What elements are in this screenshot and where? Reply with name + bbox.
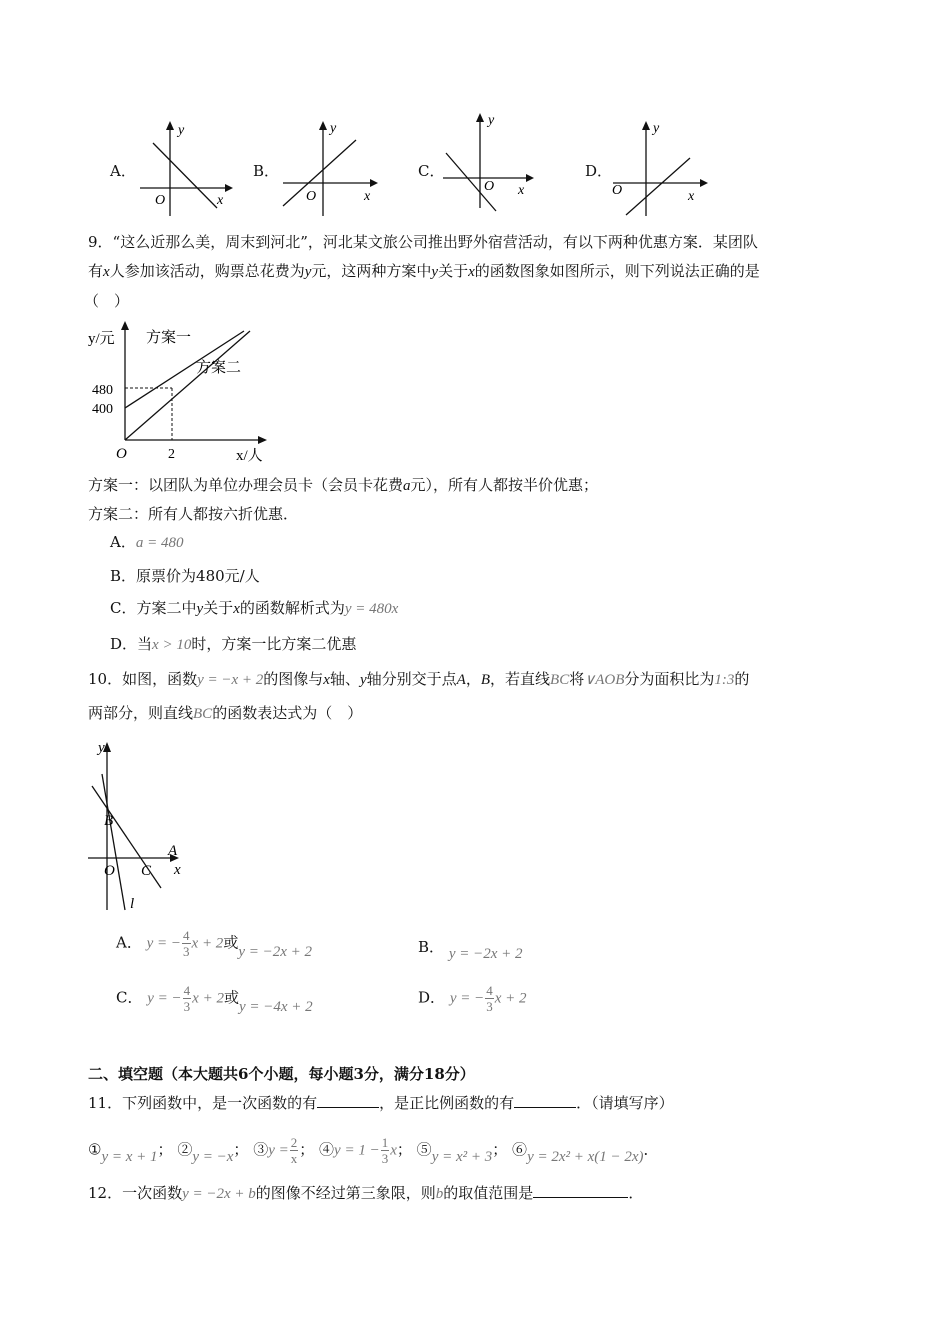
text: 将 [569, 670, 585, 688]
origin-label: O [155, 193, 166, 208]
option-label: C． [110, 599, 137, 617]
text: 关于 [203, 599, 234, 617]
var-y: y [304, 264, 312, 280]
item-number: ⑤ [416, 1140, 432, 1159]
fraction [485, 983, 494, 1014]
q12-stem [88, 1183, 643, 1204]
origin-label: O [104, 863, 115, 879]
option-label: B． [418, 938, 445, 956]
math: x [390, 1142, 397, 1159]
text: 两部分，则直线 [88, 704, 194, 722]
sep: ； [396, 1140, 412, 1159]
q8-graph-c[interactable] [438, 108, 538, 218]
var-x: x [233, 601, 240, 617]
math: y = −x [192, 1148, 234, 1165]
q10-option-d[interactable] [418, 983, 527, 1014]
option-label: A． [110, 533, 136, 551]
y-tick-480: 480 [92, 383, 113, 398]
math: BC [550, 672, 570, 688]
math: y = 480x [344, 601, 399, 617]
text: ． [628, 1184, 644, 1202]
q9-answer-paren: （ ） [84, 292, 130, 310]
text: 分为面积比为 [624, 670, 715, 688]
var-y: y [431, 264, 439, 280]
numerator: 1 [381, 1135, 389, 1150]
y-axis-label: y [330, 121, 337, 136]
q8-graph-a[interactable] [135, 118, 235, 218]
denominator: 3 [381, 1151, 389, 1166]
q10-option-b[interactable] [418, 936, 523, 962]
fraction [381, 1135, 390, 1166]
x-tick-2: 2 [168, 447, 175, 462]
q10-graph [84, 738, 234, 913]
text: 时，方案一比方案二优惠 [191, 635, 357, 653]
math: x + 2 [494, 990, 527, 1007]
math: y = − [146, 935, 182, 952]
fraction [182, 928, 191, 959]
text: 方案二中 [136, 599, 197, 617]
text: 或 [223, 933, 239, 952]
q10-stem-line1 [88, 669, 749, 690]
math: x + 2 [192, 990, 224, 1007]
var-y: y [196, 601, 204, 617]
math: y = 2x² + x(1 − 2x) [527, 1148, 644, 1165]
math: y = −x + 2 [197, 672, 264, 688]
sep: ． [643, 1140, 659, 1159]
fraction [183, 983, 192, 1014]
math: y = −2x + 2 [238, 943, 313, 960]
option-label: B． [110, 567, 137, 585]
answer-blank[interactable] [533, 1183, 628, 1198]
y-axis-label: y [488, 113, 495, 128]
y-tick-400: 400 [92, 402, 113, 417]
text: 方案一：以团队为单位办理会员卡（会员卡花费 [88, 476, 404, 494]
var-x: x [103, 264, 110, 280]
text: 的函数图象如图所示，则下列说法正确的是 [474, 262, 760, 280]
x-axis-label: x [217, 193, 224, 208]
point-c-label: C [141, 863, 152, 879]
math: a = 480 [135, 535, 184, 551]
origin-label: O [612, 183, 623, 198]
origin-label: O [306, 189, 317, 204]
math: y = x² + 3 [431, 1148, 493, 1165]
math: y = − [449, 990, 485, 1007]
q9-stem-line1: 9．“这么近那么美，周末到河北”，河北某文旅公司推出野外宿营活动，有以下两种优惠方案．某团队 [88, 233, 758, 251]
point-b-label: B [104, 813, 114, 829]
text: 10．如图，函数 [88, 670, 198, 688]
text: 的函数解析式为 [239, 599, 345, 617]
plan1-label: 方案一 [146, 330, 192, 346]
math: y = −4x + 2 [238, 998, 313, 1015]
q8-graph-d[interactable] [608, 118, 713, 218]
option-label: D． [110, 635, 138, 653]
q9-plan1 [88, 475, 598, 496]
option-label: C． [116, 988, 143, 1007]
text: 当 [137, 635, 153, 653]
q10-stem-line2 [88, 703, 362, 724]
text: 的取值范围是 [443, 1184, 534, 1202]
var: B [480, 672, 491, 688]
option-label: A． [116, 933, 142, 952]
denominator: 3 [183, 999, 191, 1014]
text: 轴、 [329, 670, 360, 688]
var: y [359, 672, 367, 688]
q9-graph [84, 318, 284, 468]
math: ∨AOB [584, 672, 625, 688]
y-axis-label: y [98, 740, 105, 756]
y-axis-label: y [653, 121, 660, 136]
fraction [290, 1135, 299, 1166]
q9-option-b[interactable] [110, 566, 260, 586]
q8-option-c-label[interactable]: C． [418, 162, 445, 180]
q9-option-c[interactable] [110, 598, 398, 619]
math: y = x + 1 [101, 1148, 158, 1165]
text: 人参加该活动，购票总花费为 [109, 262, 305, 280]
q8-option-d-label[interactable]: D． [585, 162, 613, 180]
x-axis-label: x [518, 183, 525, 198]
text: ， [465, 670, 481, 688]
text: 的图像与 [263, 670, 324, 688]
plan2-label: 方案二 [196, 360, 242, 376]
sep: ； [233, 1140, 249, 1159]
sep: ； [157, 1140, 173, 1159]
text: 的 [734, 670, 750, 688]
denominator: 3 [486, 999, 493, 1014]
text: ，若直线 [490, 670, 551, 688]
q8-graph-b[interactable] [278, 118, 383, 218]
answer-blank-linear[interactable] [317, 1093, 379, 1108]
q11-stem [88, 1093, 674, 1113]
x-axis-label: x [364, 189, 371, 204]
math: y = 1 − [334, 1142, 380, 1159]
point-a-label: A [168, 843, 178, 859]
plan2-line [125, 331, 250, 440]
line-l-label: l [130, 896, 135, 912]
x-axis-label: x [688, 189, 695, 204]
text: ，是正比例函数的有 [379, 1094, 515, 1112]
text: 12．一次函数 [88, 1184, 183, 1202]
answer-blank-proportional[interactable] [514, 1093, 576, 1108]
numerator: 4 [183, 983, 191, 998]
line-l [102, 774, 125, 910]
y-axis-label: y/元 [88, 331, 115, 347]
var-x: x [468, 264, 475, 280]
text: 的函数表达式为（ ） [212, 704, 363, 722]
q11-items [88, 1135, 659, 1166]
text: 的图像不经过第三象限，则 [255, 1184, 436, 1202]
origin-label: O [116, 446, 127, 462]
denominator: 3 [183, 944, 190, 959]
var: x [323, 672, 330, 688]
math: y = −2x + 2 [448, 946, 523, 962]
math: BC [193, 706, 213, 722]
q8-option-a-label[interactable]: A． [110, 162, 136, 180]
item-number: ④ [319, 1140, 335, 1159]
text: 轴分别交于点 [366, 670, 457, 688]
text: 关于 [438, 262, 469, 280]
math: x > 10 [152, 637, 192, 653]
q9-plan2: 方案二：所有人都按六折优惠． [88, 505, 299, 523]
y-axis-label: y [178, 123, 185, 138]
math: y = [268, 1142, 289, 1159]
sep: ； [299, 1140, 315, 1159]
text: 11．下列函数中，是一次函数的有 [88, 1094, 318, 1112]
math: x + 2 [191, 935, 224, 952]
math: y = − [147, 990, 182, 1007]
math: 1:3 [714, 672, 735, 688]
var: A [456, 672, 466, 688]
q10-option-a[interactable] [116, 928, 312, 959]
item-number: ③ [253, 1140, 269, 1159]
q10-option-c[interactable] [116, 983, 313, 1014]
origin-label: O [484, 179, 495, 194]
text: ．（请填写序） [576, 1094, 674, 1112]
section-2-heading: 二、填空题（本大题共6个小题，每小题3分，满分18分） [88, 1065, 475, 1083]
q9-option-d[interactable] [110, 634, 356, 655]
q9-stem-line2 [88, 261, 760, 282]
numerator: 4 [486, 983, 493, 998]
q8-option-b-label[interactable]: B． [253, 162, 280, 180]
item-number: ① [88, 1140, 102, 1159]
item-number: ② [177, 1140, 193, 1159]
var-a: a [403, 478, 411, 494]
text: 元，这两种方案中 [311, 262, 432, 280]
option-label: D． [418, 988, 446, 1007]
math: y = −2x + b [182, 1186, 256, 1202]
q9-option-a[interactable] [110, 532, 183, 553]
text: 或 [223, 988, 239, 1007]
option-text: 原票价为480元/人 [136, 567, 260, 585]
denominator: x [290, 1151, 298, 1166]
text: 有 [88, 262, 104, 280]
numerator: 4 [183, 928, 190, 943]
text: 元），所有人都按半价优惠； [410, 476, 599, 494]
item-number: ⑥ [512, 1140, 528, 1159]
x-axis-label: x/人 [236, 448, 263, 464]
x-axis-label: x [174, 862, 181, 878]
numerator: 2 [290, 1135, 298, 1150]
sep: ； [492, 1140, 508, 1159]
var-b: b [435, 1186, 444, 1202]
